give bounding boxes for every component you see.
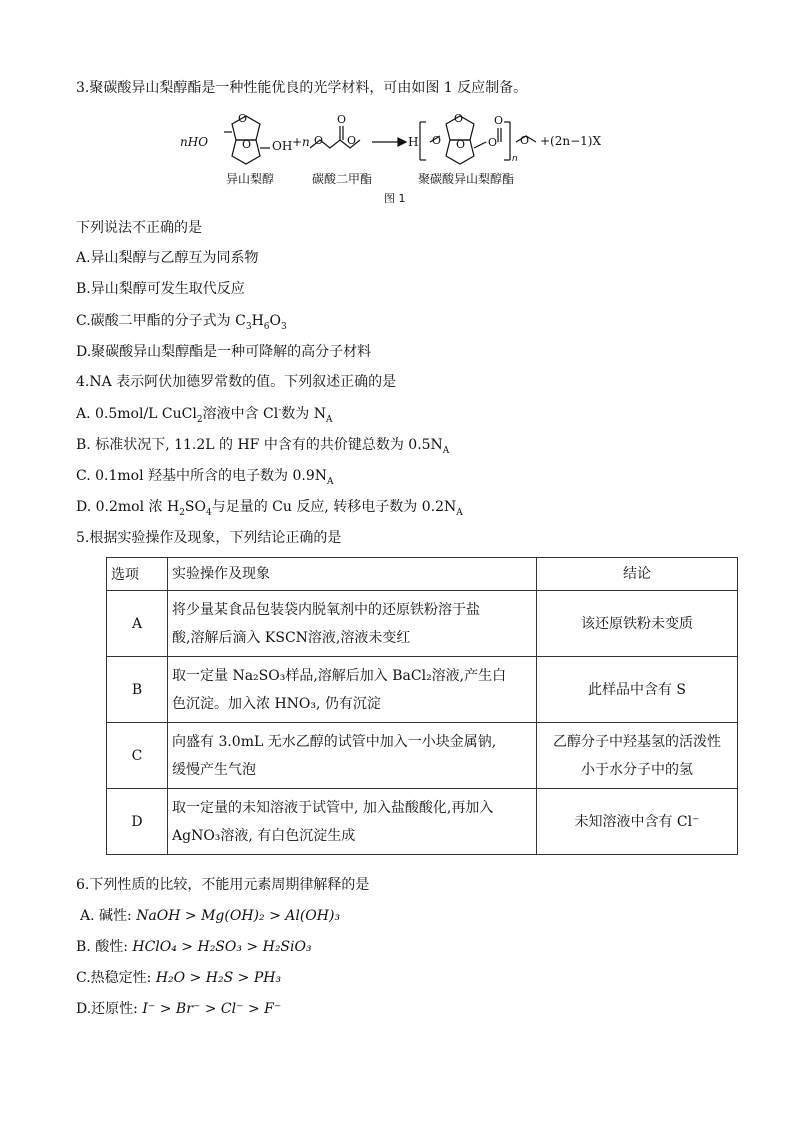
label-polycarbonate: 聚碳酸异山梨醇酯 [418, 172, 515, 186]
q6-option-a: A. 碱性: NaOH > Mg(OH)₂ > Al(OH)₃ [80, 908, 341, 924]
q4-option-c: C. 0.1mol 羟基中所含的电子数为 $0.9N_A$ [76, 468, 334, 487]
label-dimethyl-carbonate: 碳酸二甲酯 [312, 172, 373, 186]
svg-text:O: O [347, 134, 357, 147]
row-operation: 将少量某食品包装袋内脱氧剂中的还原铁粉溶于盐 酸,溶解后滴入 KSCN溶液,溶液未变红 [168, 591, 537, 657]
left-reagent: nHO [180, 135, 209, 149]
q3-option-a: A.异山梨醇与乙醇互为同系物 [76, 250, 259, 266]
svg-text:O: O [454, 112, 464, 125]
header-conclusion: 结论 [537, 558, 738, 591]
svg-text:O: O [238, 112, 248, 125]
row-option: B [107, 657, 168, 723]
q3-option-c: C.碳酸二甲酯的分子式为 $C_3H_6O_3$ [76, 313, 287, 332]
svg-text:O: O [314, 134, 324, 147]
header-option: 选项 [107, 558, 168, 591]
row-conclusion: 此样品中含有 S [537, 657, 738, 723]
row-option: D [107, 789, 168, 855]
table-row [107, 657, 738, 723]
q3-question: 下列说法不正确的是 [76, 220, 202, 236]
q4-option-d: D. 0.2mol 浓 $H_2SO_4$与足量的 Cu 反应, 转移电子数为 $0.2N_A$ [76, 499, 463, 518]
q6-option-b: B. 酸性: HClO₄ > H₂SO₃ > H₂SiO₃ [76, 939, 312, 955]
row-conclusion: 未知溶液中含有 Cl⁻ [537, 789, 738, 855]
table-header-row [107, 558, 738, 591]
row-operation: 取一定量的未知溶液于试管中, 加入盐酸酸化,再加入 AgNO₃溶液, 有白色沉淀生成 [168, 789, 537, 855]
polymer-subscript-n: n [512, 154, 518, 164]
reaction-figure [180, 108, 620, 208]
q6-stem: 6.下列性质的比较，不能用元素周期律解释的是 [76, 877, 370, 893]
svg-text:O: O [456, 138, 466, 151]
figure-caption: 图 1 [384, 192, 406, 205]
q6-option-c: C.热稳定性: H₂O > H₂S > PH₃ [76, 970, 282, 986]
row-operation: 取一定量 Na₂SO₃样品,溶解后加入 BaCl₂溶液,产生白 色沉淀。加入浓 HNO₃, 仍有沉淀 [168, 657, 537, 723]
plus-n: +n [292, 135, 310, 149]
q3-option-d: D.聚碳酸异山梨醇酯是一种可降解的高分子材料 [76, 344, 372, 360]
q4-option-a: A. 0.5mol/L CuCl$_2$溶液中含 Cl-数为 $N_A$ [76, 405, 333, 425]
svg-text:O: O [494, 114, 504, 127]
row-conclusion: 乙醇分子中羟基氢的活泼性 小于水分子中的氢 [537, 723, 738, 789]
row-operation: 向盛有 3.0mL 无水乙醇的试管中加入一小块金属钠, 缓慢产生气泡 [168, 723, 537, 789]
q3-option-b: B.异山梨醇可发生取代反应 [76, 281, 245, 297]
svg-text:O: O [520, 134, 530, 147]
polymer-h: H [408, 135, 419, 149]
q6-option-d: D.还原性: I⁻ > Br⁻ > Cl⁻ > F⁻ [76, 1001, 282, 1017]
q4-stem: 4.NA 表示阿伏加德罗常数的值。下列叙述正确的是 [76, 374, 397, 390]
svg-text:O: O [242, 138, 252, 151]
byproduct: +(2n−1)X [540, 134, 602, 148]
q5-stem: 5.根据实验操作及现象，下列结论正确的是 [76, 530, 342, 546]
left-oh: OH [272, 139, 293, 153]
svg-text:O: O [488, 136, 498, 149]
row-conclusion: 该还原铁粉未变质 [537, 591, 738, 657]
svg-text:O: O [432, 134, 442, 147]
q4-option-b: B. 标准状况下, 11.2L 的 HF 中含有的共价键总数为 $0.5N_A$ [76, 437, 450, 456]
table-row [107, 591, 738, 657]
q3-stem: 3.聚碳酸异山梨醇酯是一种性能优良的光学材料，可由如图 1 反应制备。 [76, 80, 528, 96]
row-option: C [107, 723, 168, 789]
row-option: A [107, 591, 168, 657]
svg-text:O: O [337, 113, 347, 126]
table-row [107, 789, 738, 855]
header-operation: 实验操作及现象 [168, 558, 537, 591]
table-row [107, 723, 738, 789]
experiment-table [106, 557, 738, 855]
label-isosorbide: 异山梨醇 [226, 172, 275, 186]
